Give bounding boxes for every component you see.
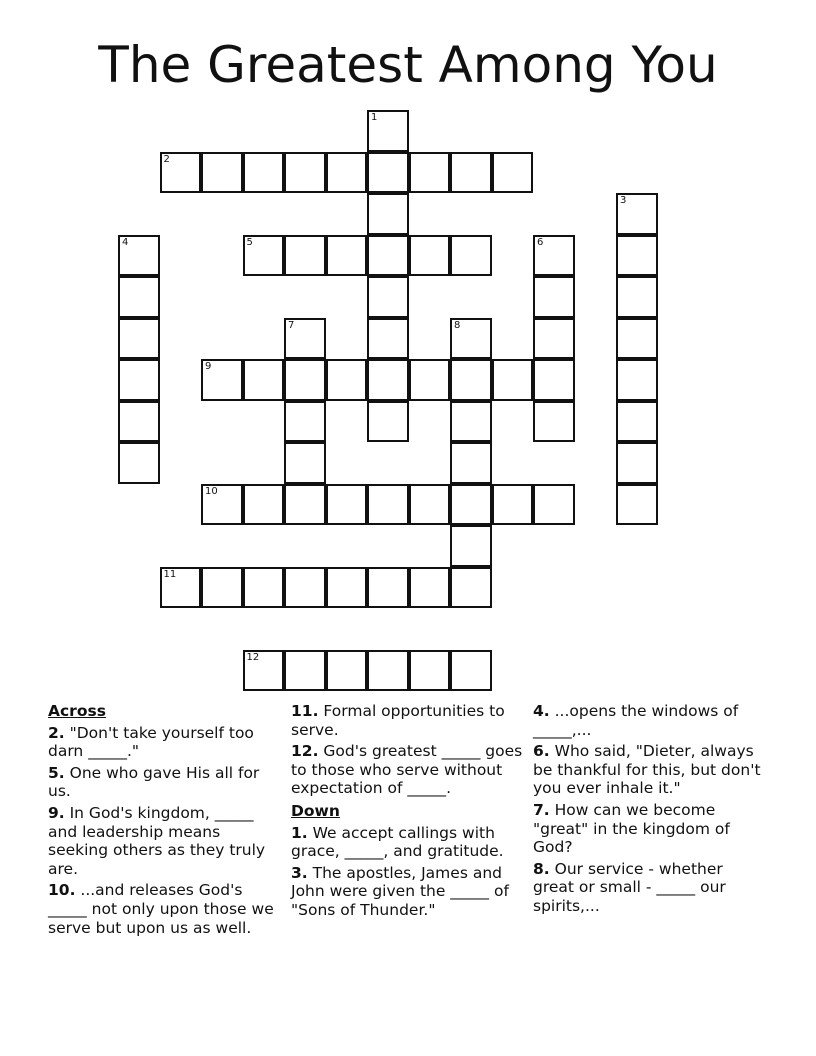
clue-down-1 — [291, 824, 526, 861]
grid-cell[interactable] — [118, 442, 160, 484]
clue-down-8 — [533, 860, 765, 916]
grid-cell[interactable] — [326, 152, 368, 194]
clues-column-1 — [48, 702, 278, 940]
grid-cell[interactable] — [243, 152, 285, 194]
clues-column-3 — [533, 702, 765, 919]
grid-cell[interactable] — [118, 318, 160, 360]
grid-cell[interactable] — [533, 484, 575, 526]
grid-cell[interactable] — [326, 650, 368, 692]
clue-number: 2. — [48, 723, 65, 742]
clue-number: 10. — [48, 881, 76, 900]
clue-number: 4. — [533, 702, 550, 720]
grid-cell[interactable] — [284, 650, 326, 692]
grid-cell[interactable] — [367, 193, 409, 235]
clue-across-12 — [291, 742, 526, 798]
grid-cell[interactable] — [201, 567, 243, 609]
clue-text: The apostles, James and John were given the _____ of "Sons of Thunder." — [291, 863, 509, 919]
grid-cell[interactable] — [409, 650, 451, 692]
clue-down-3 — [291, 864, 526, 920]
grid-cell[interactable] — [160, 567, 202, 609]
clue-text: Who said, "Dieter, always be thankful for this, but don't you ever inhale it." — [533, 742, 761, 798]
clue-text: "Don't take yourself too darn _____." — [48, 723, 254, 761]
grid-cell[interactable] — [118, 359, 160, 401]
grid-cell[interactable] — [326, 359, 368, 401]
grid-cell[interactable] — [492, 484, 534, 526]
grid-cell[interactable] — [284, 235, 326, 277]
clue-across-2 — [48, 724, 278, 761]
cell-number: 2 — [163, 153, 170, 165]
grid-cell[interactable] — [367, 110, 409, 152]
grid-cell[interactable] — [284, 152, 326, 194]
grid-cell[interactable] — [118, 401, 160, 443]
grid-cell[interactable] — [533, 401, 575, 443]
cell-number: 3 — [620, 195, 627, 206]
grid-cell[interactable] — [533, 276, 575, 318]
grid-cell[interactable] — [450, 359, 492, 401]
grid-cell[interactable] — [450, 484, 492, 526]
grid-cell[interactable] — [118, 276, 160, 318]
grid-cell[interactable] — [450, 525, 492, 567]
grid-cell[interactable] — [616, 359, 658, 401]
down-header: Down — [291, 801, 340, 820]
grid-cell[interactable] — [409, 359, 451, 401]
grid-cell[interactable] — [616, 484, 658, 526]
clue-number: 9. — [48, 803, 65, 822]
clue-down-4 — [533, 702, 765, 739]
grid-cell[interactable] — [243, 484, 285, 526]
clue-number: 7. — [533, 800, 550, 819]
grid-cell[interactable] — [450, 152, 492, 194]
grid-cell[interactable] — [367, 650, 409, 692]
cell-number: 1 — [371, 112, 378, 123]
grid-cell[interactable] — [367, 276, 409, 318]
grid-cell[interactable] — [284, 484, 326, 526]
grid-cell[interactable] — [243, 650, 285, 692]
cell-number: 4 — [122, 236, 129, 248]
grid-cell[interactable] — [616, 276, 658, 318]
clue-number: 6. — [533, 742, 550, 761]
grid-cell[interactable] — [367, 235, 409, 277]
clue-number: 12. — [291, 742, 319, 761]
clue-text: ...and releases God's _____ not only upon those we serve but upon us as well. — [48, 881, 274, 937]
grid-cell[interactable] — [284, 318, 326, 360]
cell-number: 12 — [246, 651, 260, 663]
grid-cell[interactable] — [450, 401, 492, 443]
grid-cell[interactable] — [409, 235, 451, 277]
clue-across-11 — [291, 702, 526, 739]
grid-cell[interactable] — [160, 152, 202, 194]
grid-cell[interactable] — [616, 401, 658, 443]
grid-cell[interactable] — [367, 484, 409, 526]
clue-number: 1. — [291, 823, 308, 842]
cell-number: 10 — [205, 485, 218, 497]
cell-number: 6 — [537, 236, 544, 248]
cell-number: 5 — [246, 236, 253, 248]
clue-text: ...opens the windows of _____,... — [533, 702, 739, 739]
grid-cell[interactable] — [409, 567, 451, 609]
clue-text: One who gave His all for us. — [48, 763, 260, 801]
grid-cell[interactable] — [450, 567, 492, 609]
grid-cell[interactable] — [533, 235, 575, 277]
clue-across-10 — [48, 881, 278, 937]
grid-cell[interactable] — [616, 442, 658, 484]
clue-text: Our service - whether great or small - _____ our spirits,... — [533, 859, 726, 915]
clue-down-6 — [533, 742, 765, 798]
grid-cell[interactable] — [326, 567, 368, 609]
grid-cell[interactable] — [201, 152, 243, 194]
grid-cell[interactable] — [450, 318, 492, 360]
grid-cell[interactable] — [450, 650, 492, 692]
clue-number: 8. — [533, 859, 550, 878]
grid-cell[interactable] — [367, 318, 409, 360]
clue-text: Formal opportunities to serve. — [291, 702, 505, 739]
grid-cell[interactable] — [409, 152, 451, 194]
grid-cell[interactable] — [367, 152, 409, 194]
grid-cell[interactable] — [326, 484, 368, 526]
grid-cell[interactable] — [492, 359, 534, 401]
clue-text: We accept callings with grace, _____, and gratitude. — [291, 823, 504, 861]
grid-cell[interactable] — [450, 235, 492, 277]
clue-number: 11. — [291, 702, 319, 720]
clue-text: God's greatest _____ goes to those who serve without expectation of _____. — [291, 742, 523, 798]
clue-text: How can we become "great" in the kingdom of God? — [533, 800, 730, 857]
grid-cell[interactable] — [243, 359, 285, 401]
puzzle-title: The Greatest Among You — [98, 36, 718, 94]
grid-cell[interactable] — [243, 235, 285, 277]
grid-cell[interactable] — [492, 152, 534, 194]
grid-cell[interactable] — [201, 484, 243, 526]
clue-across-9 — [48, 804, 278, 878]
clue-down-7 — [533, 801, 765, 857]
grid-cell[interactable] — [284, 442, 326, 484]
grid-cell[interactable] — [284, 359, 326, 401]
grid-cell[interactable] — [533, 318, 575, 360]
clue-number: 5. — [48, 763, 65, 782]
cell-number: 7 — [288, 319, 295, 331]
clue-text: In God's kingdom, _____ and leadership means seeking others as they truly are. — [48, 803, 266, 878]
cell-number: 8 — [454, 319, 461, 331]
grid-cell[interactable] — [118, 235, 160, 277]
grid-cell[interactable] — [616, 193, 658, 235]
clues-column-2 — [291, 702, 526, 923]
grid-cell[interactable] — [367, 401, 409, 443]
cell-number: 11 — [163, 568, 177, 580]
grid-cell[interactable] — [284, 401, 326, 443]
grid-cell[interactable] — [409, 484, 451, 526]
grid-cell[interactable] — [533, 359, 575, 401]
grid-cell[interactable] — [616, 235, 658, 277]
cell-number: 9 — [205, 361, 212, 372]
grid-cell[interactable] — [616, 318, 658, 360]
grid-cell[interactable] — [201, 359, 243, 401]
across-header: Across — [48, 702, 106, 720]
grid-cell[interactable] — [367, 359, 409, 401]
grid-cell[interactable] — [326, 235, 368, 277]
grid-cell[interactable] — [450, 442, 492, 484]
clue-number: 3. — [291, 863, 308, 882]
clue-across-5 — [48, 764, 278, 801]
grid-cell[interactable] — [243, 567, 285, 609]
grid-cell[interactable] — [367, 567, 409, 609]
grid-cell[interactable] — [284, 567, 326, 609]
